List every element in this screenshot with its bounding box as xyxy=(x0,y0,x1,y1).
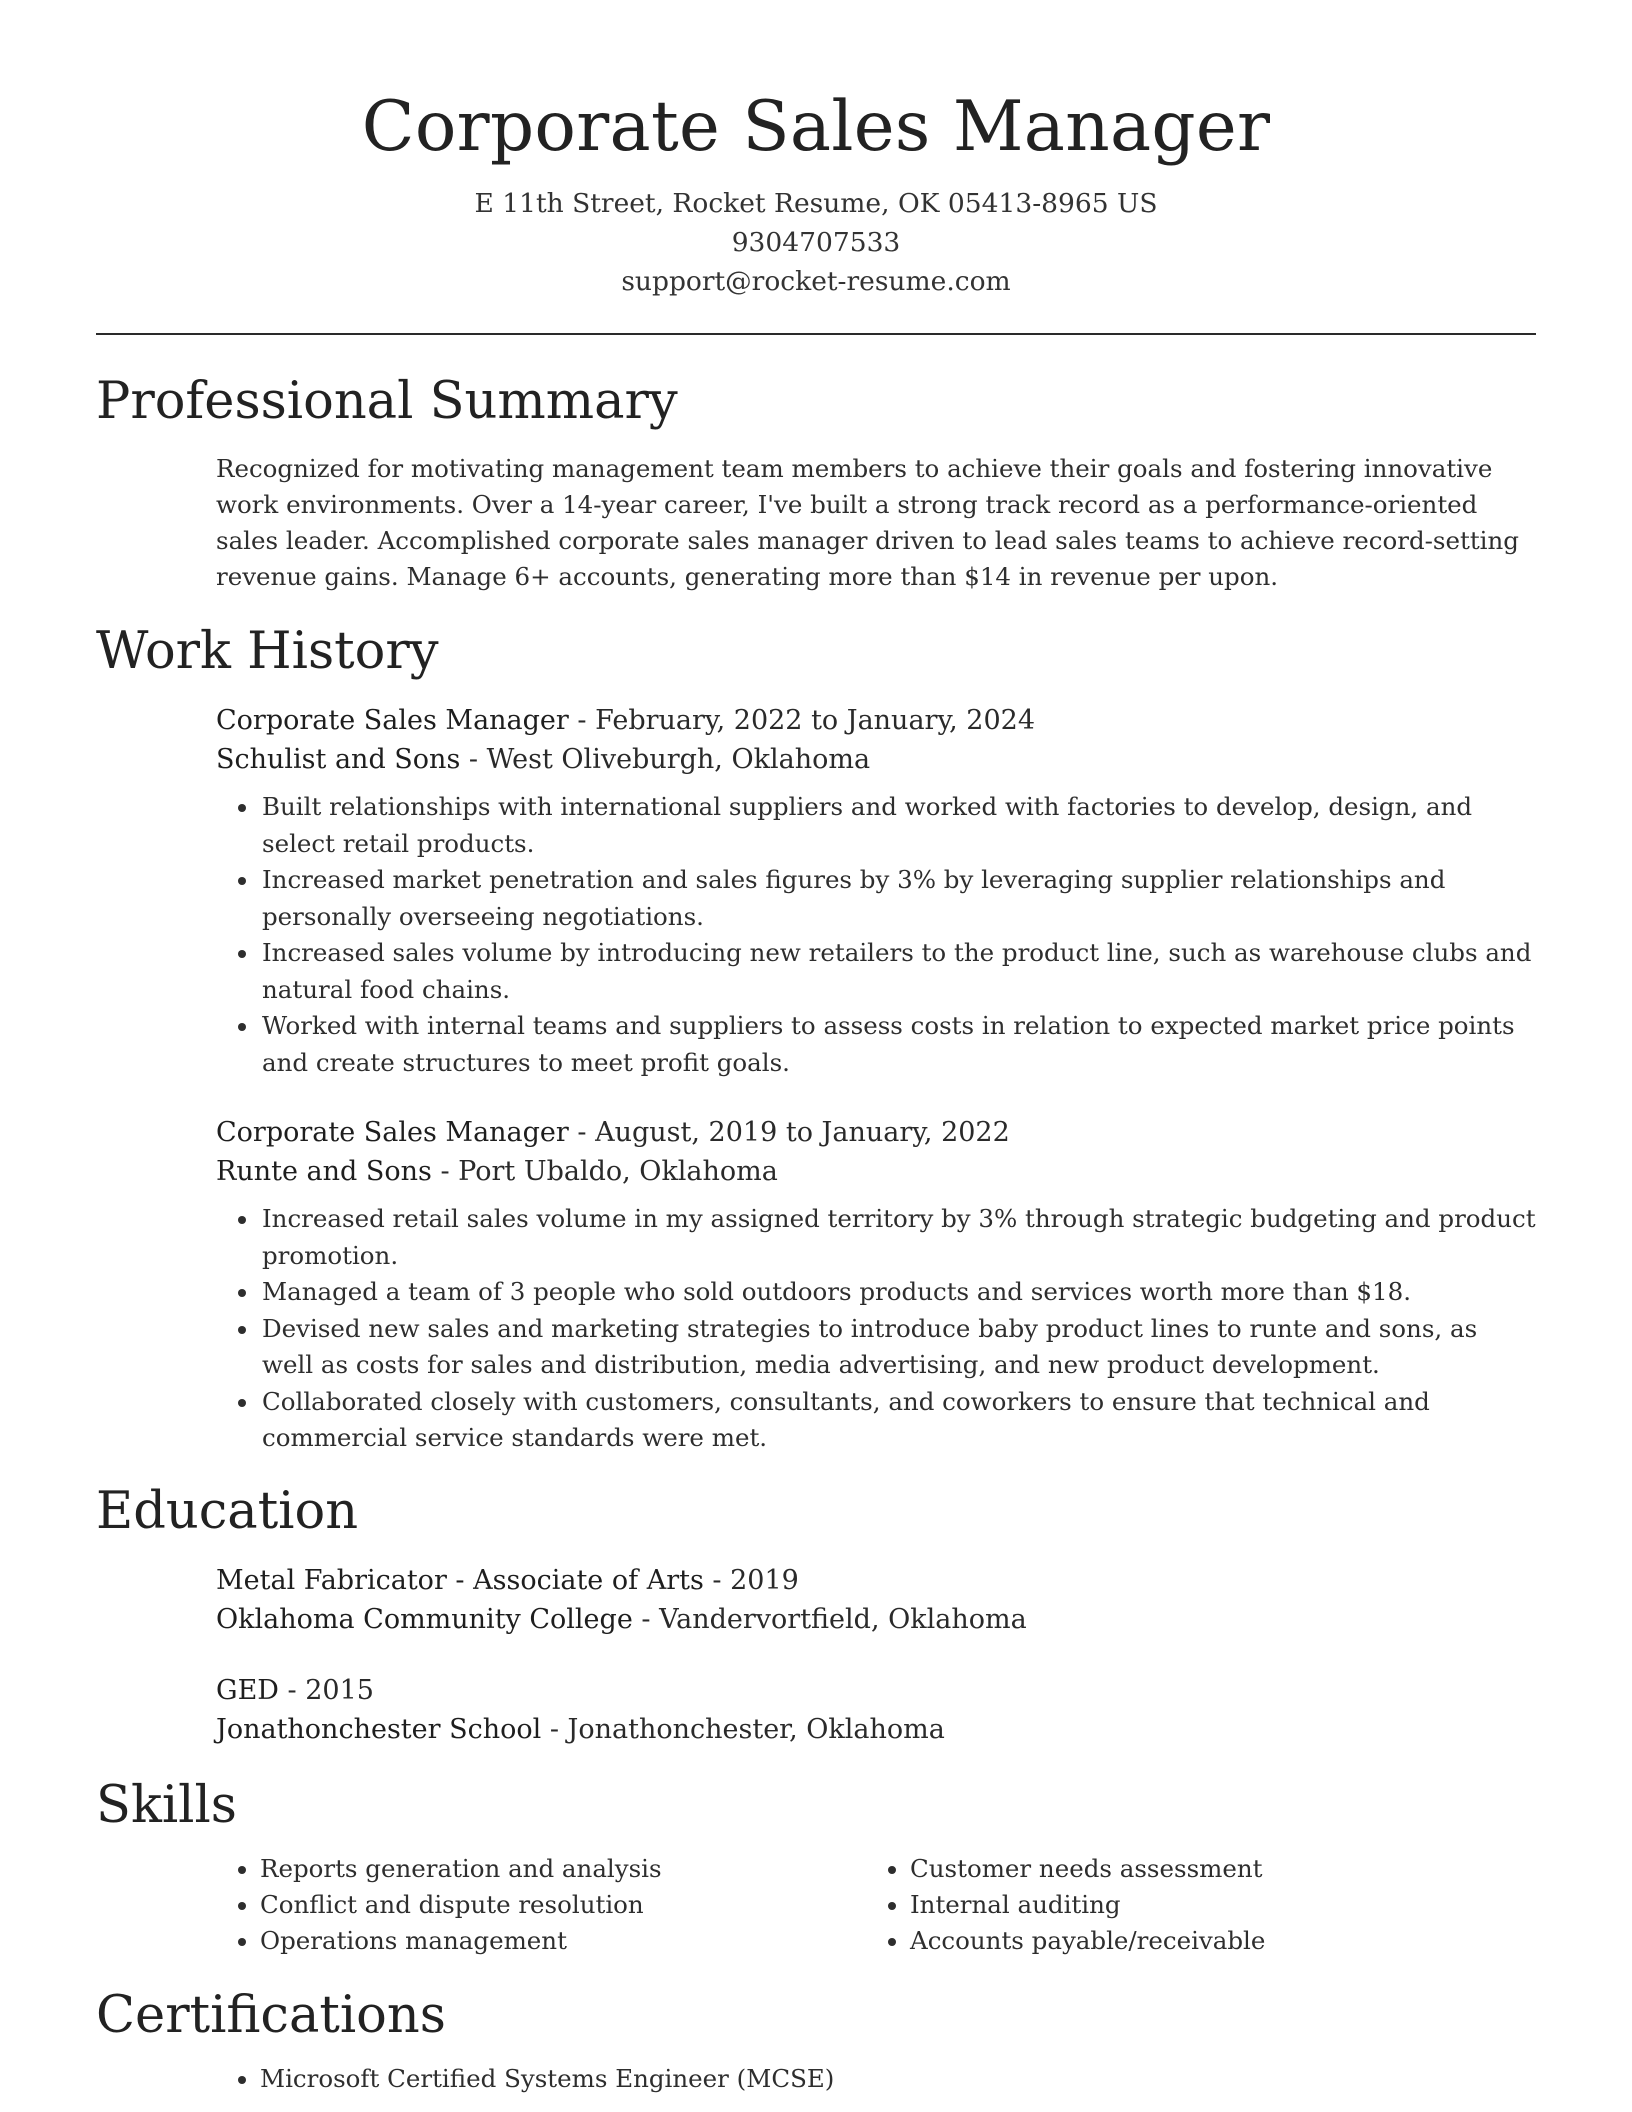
skill-item: • Reports generation and analysis xyxy=(260,1851,866,1887)
skills-column-left xyxy=(216,1851,866,1959)
education-title: Education xyxy=(96,1481,359,1541)
skills-columns xyxy=(216,1851,1536,1959)
skills-section xyxy=(96,1775,1536,1959)
job-title-line xyxy=(216,701,1536,740)
job-bullet: • Managed a team of 3 people who sold outdoors products and services worth more than $18. xyxy=(260,1274,1536,1311)
job-bullets xyxy=(216,1201,1536,1457)
education-degree: Metal Fabricator - Associate of Arts xyxy=(216,1564,704,1596)
job-entry xyxy=(216,701,1536,1081)
work-history-section xyxy=(96,621,1536,1457)
job-company-line xyxy=(216,1152,1536,1191)
certifications-list xyxy=(216,2061,1536,2097)
header-divider xyxy=(96,333,1536,335)
skill-item: • Accounts payable/receivable xyxy=(910,1923,1516,1959)
job-location: - West Oliveburgh, Oklahoma xyxy=(460,744,871,775)
resume-header xyxy=(96,0,1536,301)
contact-phone: 9304707533 xyxy=(731,227,901,258)
education-degree: GED xyxy=(216,1674,279,1706)
skill-item: • Customer needs assessment xyxy=(910,1851,1516,1887)
job-bullet: • Worked with internal teams and suppliers to assess costs in relation to expected market price points and create structures to meet profit goals. xyxy=(260,1008,1536,1081)
certification-item: • Microsoft Certified Systems Engineer (MCSE) xyxy=(260,2061,1536,2097)
education-degree-line xyxy=(216,1671,1536,1710)
job-bullet: • Devised new sales and marketing strategies to introduce baby product lines to runte and sons, as well as costs for sales and distribution, media advertising, and new product development. xyxy=(260,1311,1536,1384)
job-company: Schulist and Sons xyxy=(216,744,461,775)
job-position: Corporate Sales Manager xyxy=(216,705,569,736)
job-entry xyxy=(216,1113,1536,1457)
contact-info xyxy=(96,184,1536,301)
skills-title: Skills xyxy=(96,1775,237,1835)
contact-email: support@rocket-resume.com xyxy=(621,266,1011,297)
skills-list xyxy=(866,1851,1516,1959)
contact-address: E 11th Street, Rocket Resume, OK 05413-8965 US xyxy=(474,188,1158,219)
education-section xyxy=(96,1481,1536,1749)
education-location: - Vandervortfield, Oklahoma xyxy=(632,1603,1027,1635)
education-location: - Jonathonchester, Oklahoma xyxy=(541,1713,945,1745)
resume-name: Corporate Sales Manager xyxy=(361,87,1271,167)
job-bullet: • Increased retail sales volume in my assigned territory by 3% through strategic budgeting and product promotion. xyxy=(260,1201,1536,1274)
job-bullets xyxy=(216,789,1536,1081)
job-bullet: • Increased market penetration and sales figures by 3% by leveraging supplier relationships and personally overseeing negotiations. xyxy=(260,862,1536,935)
job-bullet: • Increased sales volume by introducing new retailers to the product line, such as warehouse clubs and natural food chains. xyxy=(260,935,1536,1008)
skill-item: • Operations management xyxy=(260,1923,866,1959)
job-title-line xyxy=(216,1113,1536,1152)
job-dates: - February, 2022 to January, 2024 xyxy=(568,705,1035,736)
job-bullet: • Built relationships with international suppliers and worked with factories to develop, design, and select retail products. xyxy=(260,789,1536,862)
education-year: - 2015 xyxy=(278,1674,374,1706)
job-company-line xyxy=(216,740,1536,779)
job-company: Runte and Sons xyxy=(216,1156,432,1187)
education-degree-line xyxy=(216,1561,1536,1600)
education-school: Jonathonchester School xyxy=(216,1713,542,1745)
job-dates: - August, 2019 to January, 2022 xyxy=(568,1117,1010,1148)
summary-text: Recognized for motivating management team members to achieve their goals and fostering innovative work environments. Over a 14-year career, I've built a strong track record as a performance-oriented sales leader. Accomplished corporate sales manager driven to lead sales teams to achieve record-setting revenue gains. Manage 6+ accounts, generating more than $14 in revenue per upon. xyxy=(216,454,1519,591)
skill-item: • Internal auditing xyxy=(910,1887,1516,1923)
education-entry xyxy=(216,1561,1536,1639)
education-school-line xyxy=(216,1600,1536,1639)
education-entry xyxy=(216,1671,1536,1749)
work-history-title: Work History xyxy=(96,622,439,681)
education-year: - 2019 xyxy=(703,1564,799,1596)
summary-section xyxy=(96,371,1536,595)
certifications-title: Certifications xyxy=(96,1985,446,2045)
skill-item: • Conflict and dispute resolution xyxy=(260,1887,866,1923)
certifications-section xyxy=(96,1985,1536,2097)
job-position: Corporate Sales Manager xyxy=(216,1117,569,1148)
job-bullet: • Collaborated closely with customers, consultants, and coworkers to ensure that technical and commercial service standards were met. xyxy=(260,1384,1536,1457)
skills-column-right xyxy=(866,1851,1516,1959)
summary-title: Professional Summary xyxy=(96,372,678,431)
skills-list xyxy=(216,1851,866,1959)
education-school: Oklahoma Community College xyxy=(216,1603,633,1635)
education-school-line xyxy=(216,1710,1536,1749)
job-location: - Port Ubaldo, Oklahoma xyxy=(431,1156,778,1187)
